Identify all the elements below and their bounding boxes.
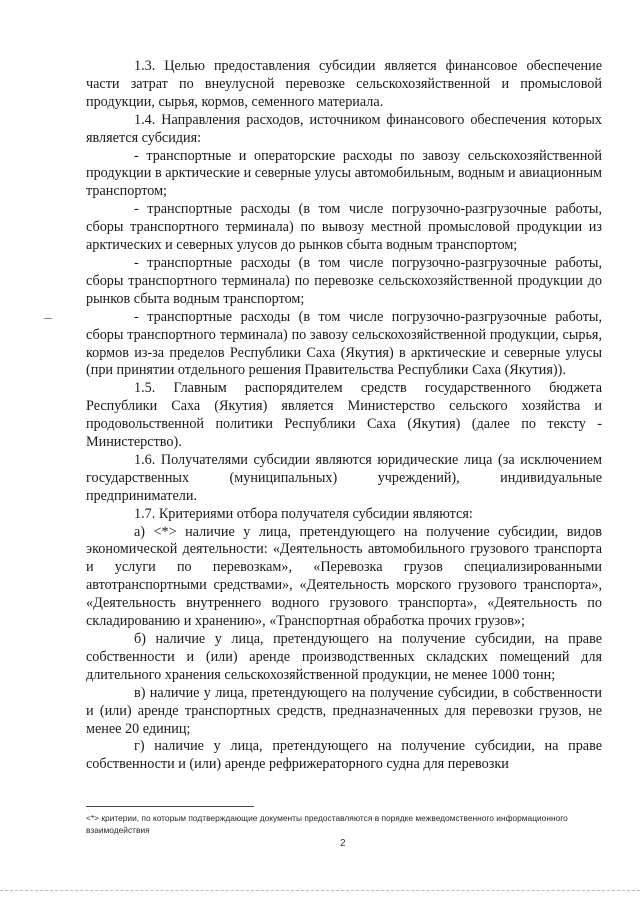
list-item-expense-4: - транспортные расходы (в том числе погрузочно-разгрузочные работы, сборы транспортного терминала) по завозу сельскохозяйственной продукции, сырья, кормов из-за пределов Республики Саха (Якутия) в арктические и северные улусы (при принятии отдельного решения Правительства Республики Саха (Якутия)). [86,308,602,379]
paragraph-1-6: 1.6. Получателями субсидии являются юридические лица (за исключением государственных (муниципальных) учреждений), индивидуальные предприниматели. [86,451,602,504]
criterion-g: г) наличие у лица, претендующего на получение субсидии, на праве собственности и (или) аренде рефрижераторного судна для перевозки [86,738,602,773]
footnote: <*> критерии, по которым подтверждающие документы предоставляются в порядке межведомственного информационного взаимодействия [86,813,568,835]
page-number: 2 [340,838,346,849]
paragraph-1-7: 1.7. Критериями отбора получателя субсидии являются: [134,505,473,522]
list-item-expense-3: - транспортные расходы (в том числе погрузочно-разгрузочные работы, сборы транспортного терминала) по перевозке сельскохозяйственной продукции до рынков сбыта водным транспортом; [86,254,602,307]
scan-artifact-mark [44,318,52,319]
criterion-v: в) наличие у лица, претендующего на получение субсидии, в собственности и (или) аренде транспортных средств, предназначенных для перевозки грузов, не менее 20 единиц; [86,684,602,737]
criterion-a: а) <*> наличие у лица, претендующего на получение субсидии, видов экономической деятельности: «Деятельность автомобильного грузового транспорта и услуги по перевозкам», «Перевозка грузов специализированными автотранспортными средствами», «Деятельность морского грузового транспорта», «Деятельность внутреннего водного грузового транспорта», «Деятельность по складированию и хранению», «Транспортная обработка прочих грузов»; [86,523,602,630]
footnote-separator [86,806,254,807]
paragraph-1-4: 1.4. Направления расходов, источником финансового обеспечения которых является субсидия: [86,111,602,146]
paragraph-1-5: 1.5. Главным распорядителем средств государственного бюджета Республики Саха (Якутия) является Министерство сельского хозяйства и продовольственной политики Республики Саха (Якутия) (далее по тексту - Министерство). [86,380,602,451]
page-bottom-edge [0,890,640,891]
criterion-b: б) наличие у лица, претендующего на получение субсидии, на праве собственности и (или) аренде производственных складских помещений для длительного хранения сельскохозяйственной продукции, не менее 1000 тонн; [86,631,602,683]
paragraph-1-3: 1.3. Целью предоставления субсидии является финансовое обеспечение части затрат по внеулусной перевозке сельскохозяйственной и промысловой продукции, сырья, кормов, семенного материала. [86,58,602,110]
list-item-expense-2: - транспортные расходы (в том числе погрузочно-разгрузочные работы, сборы транспортного терминала) по вывозу местной промысловой продукции из арктических и северных улусов до рынков сбыта водным транспортом; [86,201,602,254]
list-item-expense-1: - транспортные и операторские расходы по завозу сельскохозяйственной продукции в арктические и северные улусы автомобильным, водным и авиационным транспортом; [86,147,602,200]
document-body [86,58,602,774]
